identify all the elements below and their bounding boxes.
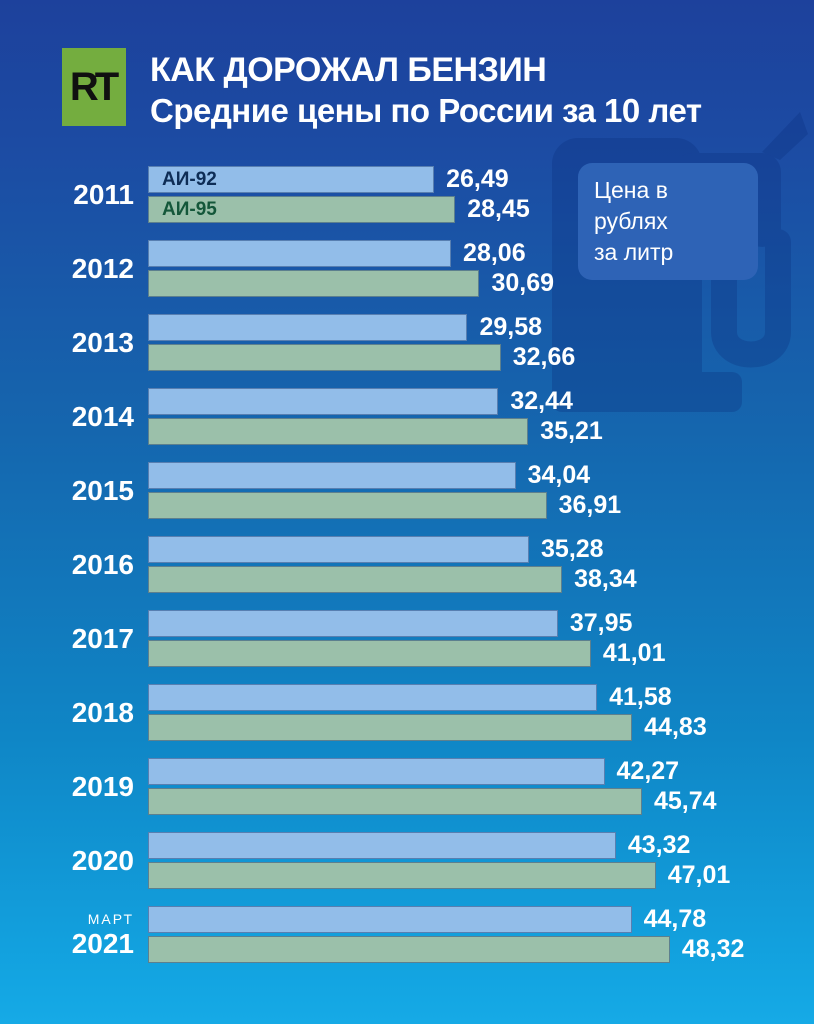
year-label-cell (0, 314, 148, 371)
year-label-cell (0, 906, 148, 963)
bar-АИ-95 (148, 788, 642, 815)
year-label: 2016 (71, 548, 134, 580)
bar-row (148, 314, 575, 341)
bar-row (148, 536, 637, 563)
bar-pair (148, 832, 730, 889)
bar-value: 28,06 (463, 239, 526, 267)
bar-АИ-92 (148, 314, 467, 341)
bar-value: 48,32 (681, 935, 745, 963)
bar-row (148, 388, 603, 415)
bar-АИ-92 (148, 388, 498, 415)
year-group (0, 462, 814, 519)
unit-note-line2: за литр (594, 239, 674, 265)
bar-value: 41,58 (609, 683, 672, 711)
bar-value: 28,45 (467, 195, 530, 223)
bar-value: 47,01 (667, 861, 731, 889)
title-block (150, 48, 702, 132)
bar-row (148, 344, 575, 371)
year-group (0, 536, 814, 593)
bar-row (148, 462, 621, 489)
bar-value: 41,01 (602, 639, 666, 667)
bar-value: 44,83 (644, 713, 707, 741)
year-label: 2019 (71, 770, 134, 802)
year-label-cell (0, 610, 148, 667)
year-label-cell (0, 166, 148, 223)
year-label-cell (0, 758, 148, 815)
bar-value: 29,58 (479, 313, 543, 341)
year-label: 2020 (71, 844, 134, 876)
bar-value: 32,66 (512, 343, 576, 371)
bar-row (148, 492, 621, 519)
header (62, 48, 702, 132)
bar-row (148, 418, 603, 445)
year-label: 2015 (71, 474, 134, 506)
bar-АИ-95 (148, 270, 479, 297)
bar-value: 26,49 (446, 165, 509, 193)
bar-value: 42,27 (616, 757, 680, 785)
bar-pair (148, 610, 665, 667)
month-label: МАРТ (87, 911, 134, 927)
year-label-cell (0, 388, 148, 445)
bar-row (148, 566, 637, 593)
bar-value: 43,32 (627, 831, 691, 859)
bar-row (148, 906, 744, 933)
bar-pair (148, 314, 575, 371)
bar-value: 32,44 (510, 387, 573, 415)
bar-АИ-92 (148, 536, 529, 563)
bar-row (148, 832, 730, 859)
bar-АИ-95 (148, 344, 501, 371)
bar-АИ-92 (148, 832, 616, 859)
bar-pair (148, 166, 530, 223)
rt-logo: RT (62, 48, 126, 126)
bar-row (148, 758, 717, 785)
bar-АИ-95 (148, 714, 632, 741)
year-group (0, 610, 814, 667)
bar-АИ-92 (148, 684, 597, 711)
bar-АИ-92 (148, 610, 558, 637)
bar-value: 36,91 (558, 491, 622, 519)
bar-row (148, 166, 530, 193)
year-label-cell (0, 462, 148, 519)
bar-АИ-95 (148, 492, 547, 519)
bar-pair (148, 240, 554, 297)
year-group (0, 240, 814, 297)
bar-АИ-95 (148, 418, 528, 445)
bar-row (148, 714, 707, 741)
bar-АИ-92 (148, 462, 516, 489)
unit-note-line1: Цена в рублях (594, 177, 668, 234)
year-label: 2011 (73, 178, 134, 210)
bar-row (148, 684, 707, 711)
year-label: 2017 (71, 622, 134, 654)
bar-АИ-92 (148, 166, 434, 193)
bar-АИ-95 (148, 196, 455, 223)
year-label-cell (0, 832, 148, 889)
page-subtitle: Средние цены по России за 10 лет (150, 92, 702, 129)
bar-АИ-95 (148, 936, 670, 963)
bar-row (148, 270, 554, 297)
year-label-cell (0, 536, 148, 593)
year-group (0, 832, 814, 889)
bar-chart (0, 166, 814, 980)
bar-row (148, 640, 665, 667)
year-label-cell (0, 240, 148, 297)
bar-value: 37,95 (569, 609, 633, 637)
bar-АИ-92 (148, 906, 632, 933)
bar-row (148, 862, 730, 889)
year-group (0, 684, 814, 741)
bar-row (148, 788, 717, 815)
bar-pair (148, 536, 637, 593)
bar-value: 35,21 (540, 417, 603, 445)
year-label: 2013 (71, 326, 134, 358)
bar-АИ-92 (148, 240, 451, 267)
bar-АИ-95 (148, 566, 562, 593)
bar-pair (148, 758, 717, 815)
bar-pair (148, 462, 621, 519)
year-label: 2012 (71, 252, 134, 284)
bar-pair (148, 388, 603, 445)
bar-value: 35,28 (541, 535, 604, 563)
bar-row (148, 196, 530, 223)
year-group (0, 906, 814, 963)
year-label: 2018 (71, 696, 134, 728)
year-group (0, 166, 814, 223)
bar-row (148, 610, 665, 637)
series-legend-label: АИ-95 (162, 199, 217, 220)
year-label: 2014 (71, 400, 134, 432)
bar-АИ-92 (148, 758, 605, 785)
bar-value: 34,04 (527, 461, 591, 489)
page-title: КАК ДОРОЖАЛ БЕНЗИН (150, 51, 547, 89)
bar-pair (148, 684, 707, 741)
bar-value: 30,69 (491, 269, 554, 297)
bar-value: 44,78 (643, 905, 707, 933)
year-label-cell (0, 684, 148, 741)
bar-value: 45,74 (653, 787, 717, 815)
bar-row (148, 240, 554, 267)
bar-value: 38,34 (574, 565, 637, 593)
year-group (0, 314, 814, 371)
year-group (0, 388, 814, 445)
series-legend-label: АИ-92 (162, 169, 217, 190)
bar-АИ-95 (148, 862, 656, 889)
bar-pair (148, 906, 744, 963)
year-group (0, 758, 814, 815)
bar-АИ-95 (148, 640, 591, 667)
year-label: 2021 (71, 928, 134, 959)
bar-row (148, 936, 744, 963)
